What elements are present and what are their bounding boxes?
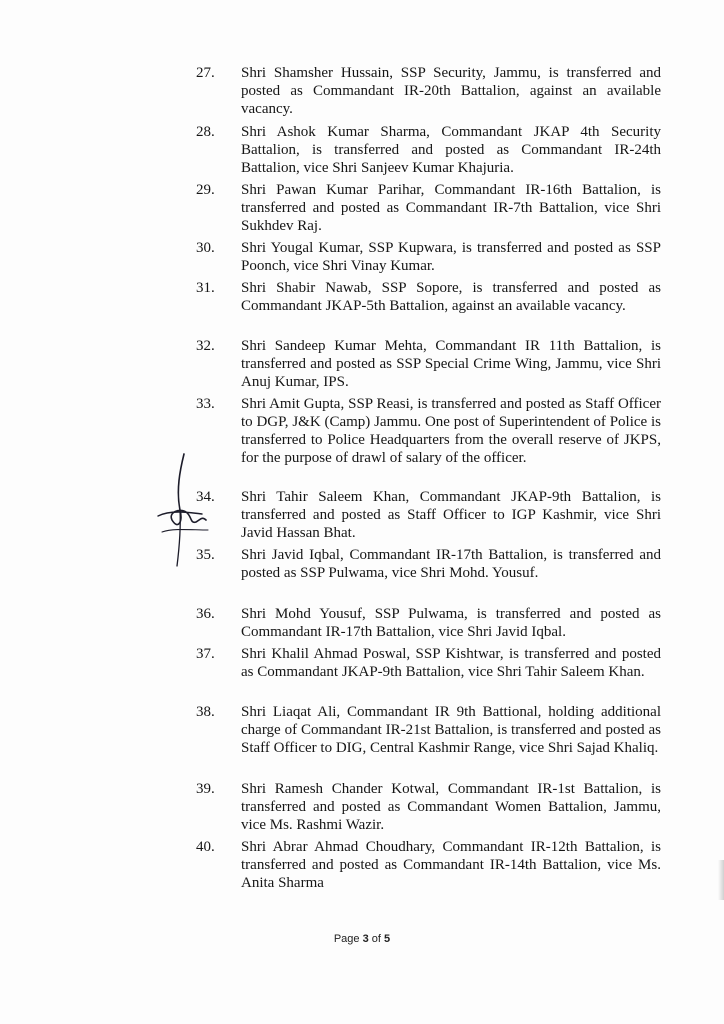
item-number: 30. — [196, 240, 215, 256]
page-current: 3 — [362, 933, 369, 945]
item-text: Shri Javid Iqbal, Commandant IR-17th Battalion, is transferred and posted as SSP Pulwama, vice Shri Mohd. Yousuf. — [241, 547, 661, 581]
item-text: Shri Shamsher Hussain, SSP Security, Jammu, is transferred and posted as Commandant IR-20th Battalion, against an available vacancy. — [241, 65, 661, 117]
page-of-label: of — [368, 933, 385, 945]
item-number: 35. — [196, 547, 215, 563]
item-number: 32. — [196, 338, 215, 354]
item-text: Shri Khalil Ahmad Poswal, SSP Kishtwar, is transferred and posted as Commandant JKAP-9th Battalion, vice Shri Tahir Saleem Khan. — [241, 646, 661, 680]
item-number: 37. — [196, 646, 215, 662]
item-text: Shri Ashok Kumar Sharma, Commandant JKAP 4th Security Battalion, is transferred and posted as Commandant IR-24th Battalion, vice Shri Sanjeev Kumar Khajuria. — [241, 124, 661, 176]
item-text: Shri Shabir Nawab, SSP Sopore, is transferred and posted as Commandant JKAP-5th Battalion, against an available vacancy. — [241, 280, 661, 314]
item-text: Shri Yougal Kumar, SSP Kupwara, is transferred and posted as SSP Poonch, vice Shri Vinay Kumar. — [241, 240, 661, 274]
item-number: 33. — [196, 396, 215, 412]
item-number: 31. — [196, 280, 215, 296]
item-number: 36. — [196, 606, 215, 622]
item-number: 38. — [196, 704, 215, 720]
item-text: Shri Sandeep Kumar Mehta, Commandant IR 11th Battalion, is transferred and posted as SSP Special Crime Wing, Jammu, vice Shri Anuj Kumar, IPS. — [241, 338, 661, 390]
item-number: 28. — [196, 124, 215, 140]
scan-edge-shadow — [718, 860, 724, 900]
item-text: Shri Tahir Saleem Khan, Commandant JKAP-9th Battalion, is transferred and posted as Staff Officer to IGP Kashmir, vice Shri Javid Hassan Bhat. — [241, 489, 661, 541]
item-text: Shri Liaqat Ali, Commandant IR 9th Battional, holding additional charge of Commandant IR-21st Battalion, is transferred and posted as Staff Officer to DIG, Central Kashmir Range, vice Shri Sajad Khaliq. — [241, 704, 661, 756]
item-text: Shri Mohd Yousuf, SSP Pulwama, is transferred and posted as Commandant IR-17th Battalion, vice Shri Javid Iqbal. — [241, 606, 661, 640]
handwritten-signature — [150, 450, 220, 570]
item-number: 27. — [196, 65, 215, 81]
item-text: Shri Pawan Kumar Parihar, Commandant IR-16th Battalion, is transferred and posted as Commandant IR-7th Battalion, vice Shri Sukhdev Raj. — [241, 182, 661, 234]
page-footer — [0, 933, 724, 945]
item-text: Shri Amit Gupta, SSP Reasi, is transferred and posted as Staff Officer to DGP, J&K (Camp) Jammu. One post of Superintendent of Police is transferred to Police Headquarters from the overall reserve of JKPS, for the purpose of drawl of salary of the officer. — [241, 396, 661, 466]
item-text: Shri Ramesh Chander Kotwal, Commandant IR-1st Battalion, is transferred and posted as Commandant Women Battalion, Jammu, vice Ms. Rashmi Wazir. — [241, 781, 661, 833]
item-number: 29. — [196, 182, 215, 198]
item-text: Shri Abrar Ahmad Choudhary, Commandant IR-12th Battalion, is transferred and posted as Commandant IR-14th Battalion, vice Ms. Anita Sharma — [241, 839, 661, 891]
item-number: 34. — [196, 489, 215, 505]
page-label: Page — [333, 933, 363, 945]
item-number: 39. — [196, 781, 215, 797]
item-number: 40. — [196, 839, 215, 855]
page-total: 5 — [384, 933, 391, 945]
